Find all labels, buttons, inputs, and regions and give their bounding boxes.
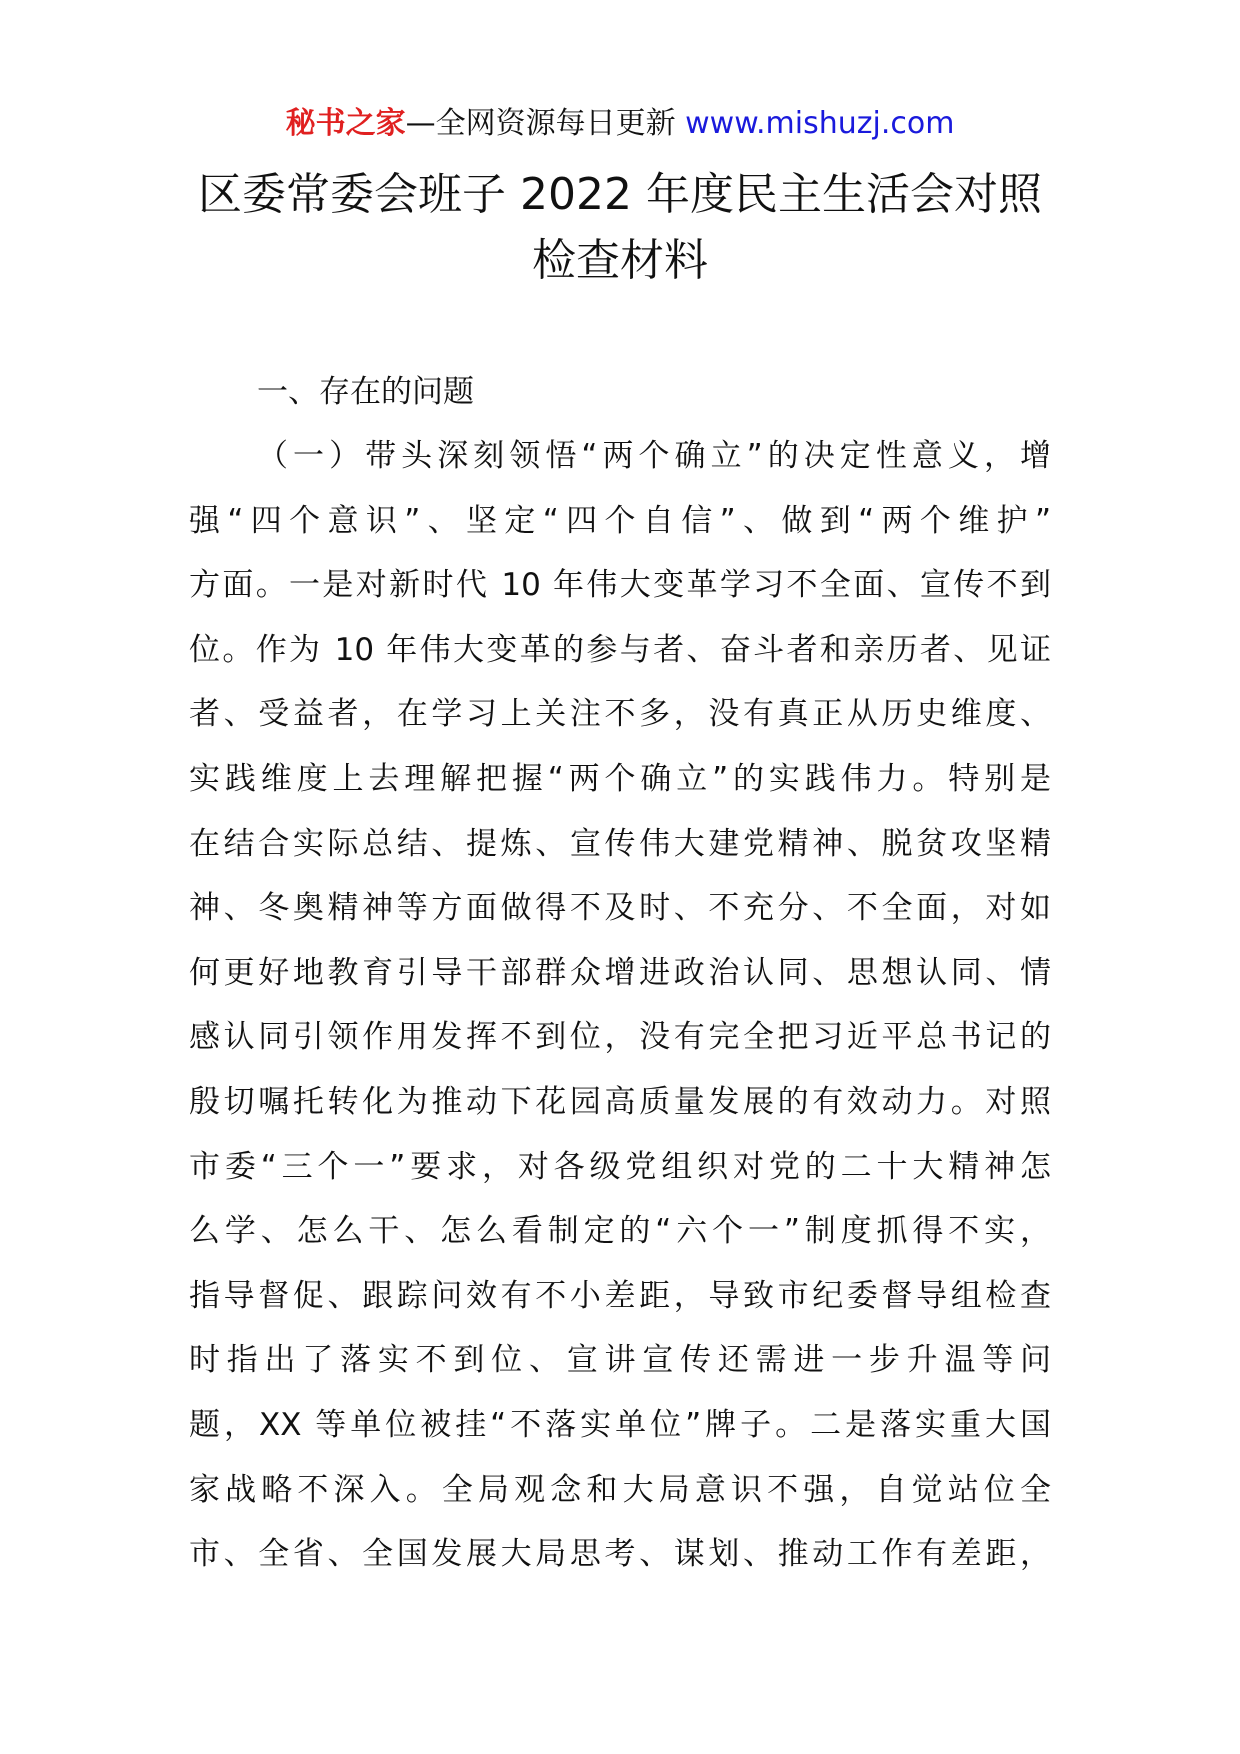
paragraph-line: 强“四个意识”、坚定“四个自信”、做到“两个维护” bbox=[189, 502, 1051, 539]
paragraph-line: 题，XX 等单位被挂“不落实单位”牌子。二是落实重大国 bbox=[189, 1406, 1051, 1443]
brand-name: 秘书之家 bbox=[285, 106, 406, 141]
title-line-2: 检查材料 bbox=[532, 235, 708, 286]
title-line-1: 区委常委会班子 2022 年度民主生活会对照 bbox=[198, 169, 1042, 220]
document-title bbox=[170, 162, 1070, 294]
header-tagline: —全网资源每日更新 bbox=[405, 106, 676, 141]
paragraph-line: 指导督促、跟踪问效有不小差距，导致市纪委督导组检查 bbox=[189, 1277, 1051, 1314]
paragraph-line: 神、冬奥精神等方面做得不及时、不充分、不全面，对如 bbox=[189, 890, 1051, 927]
body-paragraph bbox=[189, 424, 1051, 1587]
paragraph-line: （一）带头深刻领悟“两个确立”的决定性意义，增 bbox=[257, 438, 1051, 474]
paragraph-line: 者、受益者，在学习上关注不多，没有真正从历史维度、 bbox=[189, 696, 1051, 733]
paragraph-line: 殷切嘱托转化为推动下花园高质量发展的有效动力。对照 bbox=[189, 1083, 1051, 1120]
paragraph-line: 方面。一是对新时代 10 年伟大变革学习不全面、宣传不到 bbox=[189, 567, 1051, 604]
paragraph-line: 何更好地教育引导干部群众增进政治认同、思想认同、情 bbox=[189, 954, 1051, 991]
paragraph-line: 位。作为 10 年伟大变革的参与者、奋斗者和亲历者、见证 bbox=[189, 631, 1051, 668]
paragraph-line: 感认同引领作用发挥不到位，没有完全把习近平总书记的 bbox=[189, 1019, 1051, 1056]
paragraph-line: 家战略不深入。全局观念和大局意识不强，自觉站位全 bbox=[189, 1471, 1051, 1508]
paragraph-line: 么学、怎么干、怎么看制定的“六个一”制度抓得不实， bbox=[189, 1213, 1051, 1250]
site-header bbox=[0, 104, 1240, 144]
site-url-link[interactable]: www.mishuzj.com bbox=[685, 106, 955, 141]
paragraph-line: 市、全省、全国发展大局思考、谋划、推动工作有差距， bbox=[189, 1536, 1051, 1573]
section-heading: 一、存在的问题 bbox=[257, 374, 474, 410]
paragraph-line: 市委“三个一”要求，对各级党组织对党的二十大精神怎 bbox=[189, 1148, 1051, 1185]
paragraph-line: 实践维度上去理解把握“两个确立”的实践伟力。特别是 bbox=[189, 760, 1051, 797]
paragraph-line: 时指出了落实不到位、宣讲宣传还需进一步升温等问 bbox=[189, 1342, 1051, 1379]
paragraph-line: 在结合实际总结、提炼、宣传伟大建党精神、脱贫攻坚精 bbox=[189, 825, 1051, 862]
